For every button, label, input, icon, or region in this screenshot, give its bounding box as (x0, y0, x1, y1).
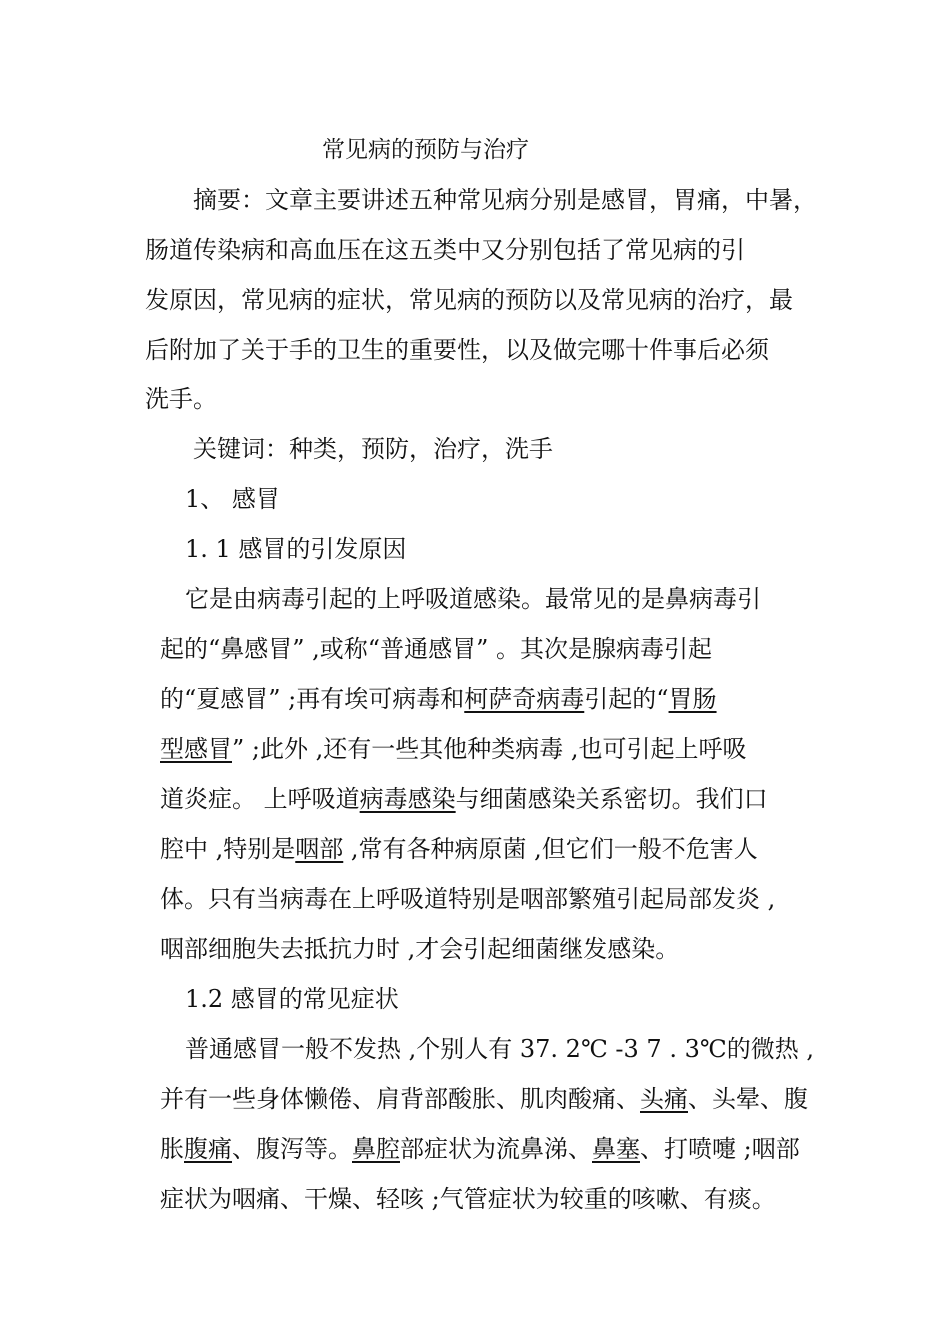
paragraph-line (160, 633, 712, 665)
abstract-line: 摘要：文章主要讲述五种常见病分别是感冒，胃痛，中暑， (193, 186, 817, 214)
text-span: 引起的“ (584, 685, 669, 713)
text-span: 普通感冒一般不发热 ,个别人有 37. 2℃ -3 7 . 3℃的微热 , (185, 1035, 814, 1063)
text-span: 腔中 ,特别是 (160, 835, 296, 863)
subsection-heading: 1. 1 感冒的引发原因 (185, 535, 407, 563)
paragraph-line (160, 683, 717, 715)
abstract-line: 后附加了关于手的卫生的重要性，以及做完哪十件事后必须 (145, 336, 769, 364)
paragraph-line (160, 1083, 808, 1115)
underlined-term: 病毒感染 (359, 785, 456, 813)
abstract-line: 洗手。 (145, 385, 217, 413)
text-span: 症状为咽痛、干燥、轻咳 ;气管症状为较重的咳嗽、有痰。 (160, 1185, 776, 1213)
paragraph-line (160, 933, 679, 965)
text-span: 体。只有当病毒在上呼吸道特别是咽部繁殖引起局部发炎 , (160, 885, 776, 913)
underlined-term: 鼻塞 (592, 1135, 640, 1163)
underlined-term: 咽部 (295, 835, 344, 863)
paragraph-line (160, 783, 768, 815)
text-span: 道炎症。 上呼吸道 (160, 785, 360, 813)
keywords: 关键词：种类，预防，治疗，洗手 (193, 435, 553, 463)
text-span: 与细菌感染关系密切。我们口 (455, 785, 768, 813)
paragraph-line (185, 583, 761, 615)
underlined-term: 柯萨奇病毒 (464, 685, 585, 713)
subsection-heading: 1.2 感冒的常见症状 (185, 985, 399, 1013)
text-span: 部症状为流鼻涕、 (400, 1135, 592, 1163)
abstract-line: 发原因，常见病的症状，常见病的预防以及常见病的治疗，最 (145, 286, 793, 314)
text-span: 起的“鼻感冒” ,或称“普通感冒” 。其次是腺病毒引起 (160, 635, 712, 663)
page-title: 常见病的预防与治疗 (322, 137, 529, 163)
paragraph-line (160, 1133, 800, 1165)
paragraph-line (185, 1033, 814, 1065)
text-span: 、腹泻等。 (232, 1135, 352, 1163)
paragraph-line (160, 1183, 776, 1215)
text-span: 并有一些身体懒倦、肩背部酸胀、肌肉酸痛、 (160, 1085, 640, 1113)
text-span: ,常有各种病原菌 ,但它们一般不危害人 (343, 835, 758, 863)
underlined-term: 型感冒 (160, 735, 232, 763)
text-span: 、头晕、腹 (688, 1085, 808, 1113)
text-span: 胀 (160, 1135, 184, 1163)
underlined-term: 胃肠 (668, 685, 717, 713)
text-span: 、打喷嚏 ;咽部 (640, 1135, 800, 1163)
underlined-term: 头痛 (640, 1085, 688, 1113)
paragraph-line (160, 833, 758, 865)
text-span: ” ;此外 ,还有一些其他种类病毒 ,也可引起上呼吸 (232, 735, 747, 763)
text-span: 的“夏感冒” ;再有埃可病毒和 (160, 685, 465, 713)
text-span: 咽部细胞失去抵抗力时 ,才会引起细菌继发感染。 (160, 935, 680, 963)
section-heading: 1、 感冒 (185, 485, 280, 513)
underlined-term: 鼻腔 (352, 1135, 400, 1163)
text-span: 它是由病毒引起的上呼吸道感染。最常见的是鼻病毒引 (185, 585, 761, 613)
paragraph-line (160, 733, 747, 765)
underlined-term: 腹痛 (184, 1135, 232, 1163)
abstract-line: 肠道传染病和高血压在这五类中又分别包括了常见病的引 (145, 236, 745, 264)
paragraph-line (160, 883, 775, 915)
